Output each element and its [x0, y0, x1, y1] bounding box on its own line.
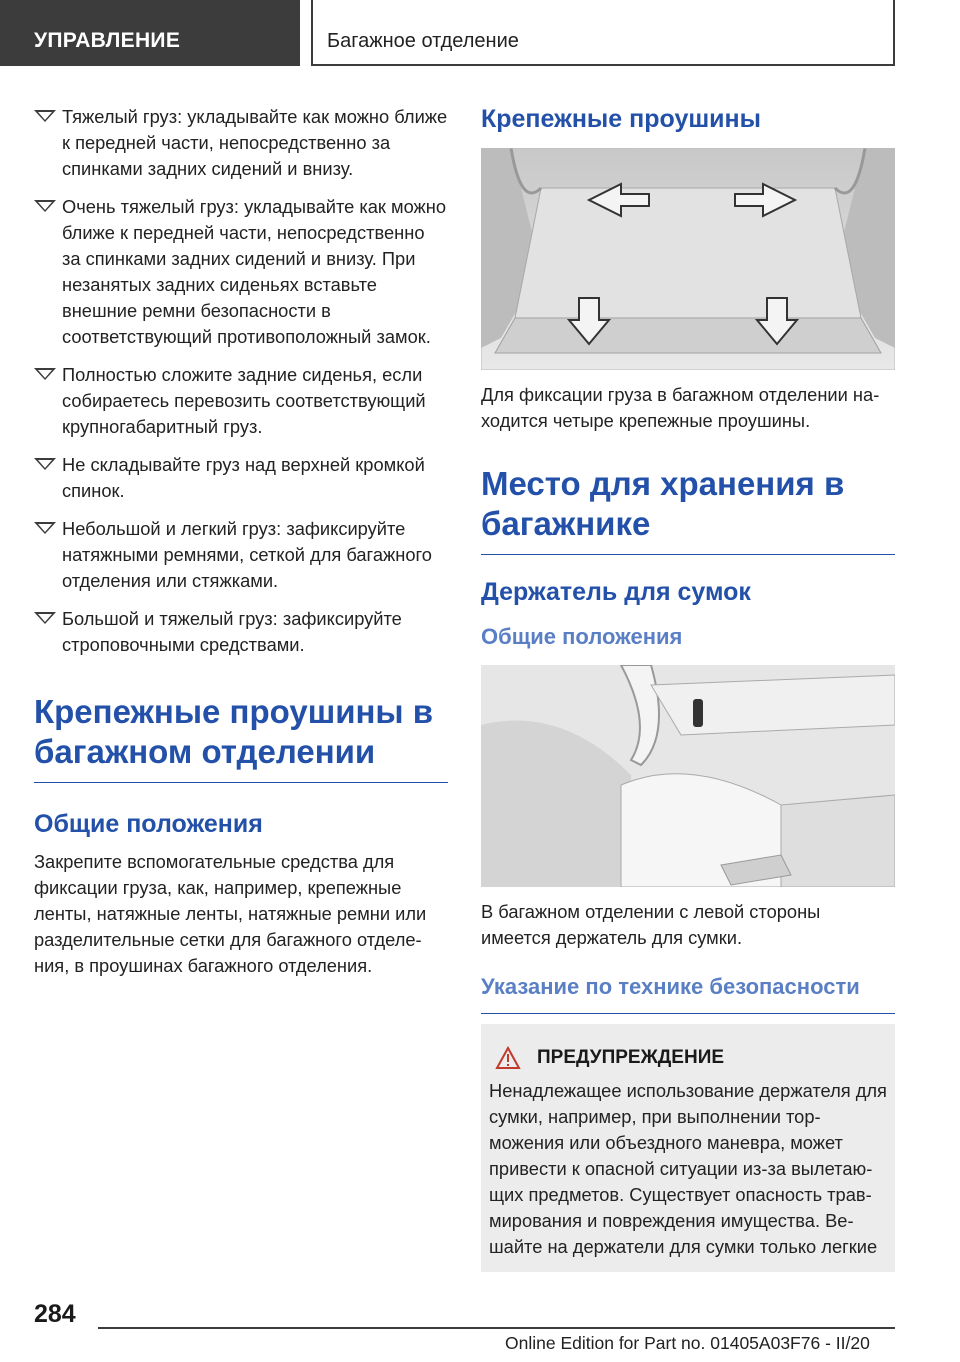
list-item: Небольшой и легкий груз: зафиксируйте натяжными ремнями, сеткой для багажного отделения или стяжками.: [34, 516, 448, 594]
edition-info: Online Edition for Part no. 01405A03F76 - II/20: [505, 1333, 870, 1353]
eyelets-paragraph: Закрепите вспомогательные средства для фиксации груза, как, например, крепежные ленты, натяжные ленты, натяжные ремни или разделительные сетки для багажного отделения, в проушинах багажного отделения.: [34, 851, 427, 976]
list-item: Очень тяжелый груз: укладывайте как можно ближе к передней части, непосредственно за спинками задних сидений и внизу. При незанятых задних сиденьях вставьте внешние ремни безопасности в соответствующий противоположный замок.: [34, 194, 448, 350]
warning-box: [481, 1024, 895, 1272]
triangle-bullet-icon: [34, 458, 56, 470]
load-bullet-list: [34, 104, 448, 658]
warning-title: ПРЕДУПРЕЖДЕНИЕ: [537, 1047, 725, 1068]
list-item: Полностью сложите задние сиденья, если собираетесь перевозить соответствующий крупногабаритный груз.: [34, 362, 448, 440]
section-tab[interactable]: УПРАВЛЕНИЕ: [0, 0, 300, 66]
triangle-bullet-icon: [34, 612, 56, 624]
triangle-bullet-icon: [34, 110, 56, 122]
eyelets-heading: Крепежные проушины: [481, 105, 762, 133]
section-heading-eyelets: Крепежные проушины в багажном отделении: [34, 692, 448, 783]
safety-heading: Указание по технике безопасности: [481, 973, 895, 1014]
bag-holder-image: [481, 665, 895, 887]
list-item: Тяжелый груз: укладывайте как можно ближе к передней части, непосредственно за спинками задних сидений и внизу.: [34, 104, 448, 182]
chapter-title: Багажное отделение: [311, 0, 895, 66]
right-column: [481, 104, 895, 1272]
warning-text: Ненадлежащее использование держателя для сумки, например, при выполнении торможения или объездного маневра, может привести к опасной ситуации из-за вылетающих предметов. Существует опасность травмирования и повреждения имущества. Вешайте на держатели для сумки только легкие: [489, 1080, 887, 1257]
page-number: 284: [34, 1300, 76, 1328]
eyelets-description: Для фиксации груза в багажном отделении находится четыре крепежные проушины.: [481, 384, 880, 431]
list-item: Не складывайте груз над верхней кромкой спинок.: [34, 452, 448, 504]
subheading-general: Общие положения: [34, 810, 263, 838]
bag-holder-description: В багажном отделении с левой стороны имеется держатель для сумки.: [481, 901, 821, 948]
footer-divider: [98, 1327, 895, 1329]
warning-title-row: [495, 1046, 887, 1070]
page-header: [0, 0, 960, 66]
bag-holder-general-heading: Общие положения: [481, 624, 683, 649]
triangle-bullet-icon: [34, 522, 56, 534]
warning-triangle-icon: [495, 1046, 521, 1070]
bag-holder-heading: Держатель для сумок: [481, 578, 751, 606]
trunk-eyelets-image: [481, 148, 895, 370]
triangle-bullet-icon: [34, 368, 56, 380]
list-item: Большой и тяжелый груз: зафиксируйте строповочными средствами.: [34, 606, 448, 658]
triangle-bullet-icon: [34, 200, 56, 212]
section-heading-storage: Место для хранения в багажнике: [481, 464, 895, 555]
left-column: [34, 104, 448, 979]
